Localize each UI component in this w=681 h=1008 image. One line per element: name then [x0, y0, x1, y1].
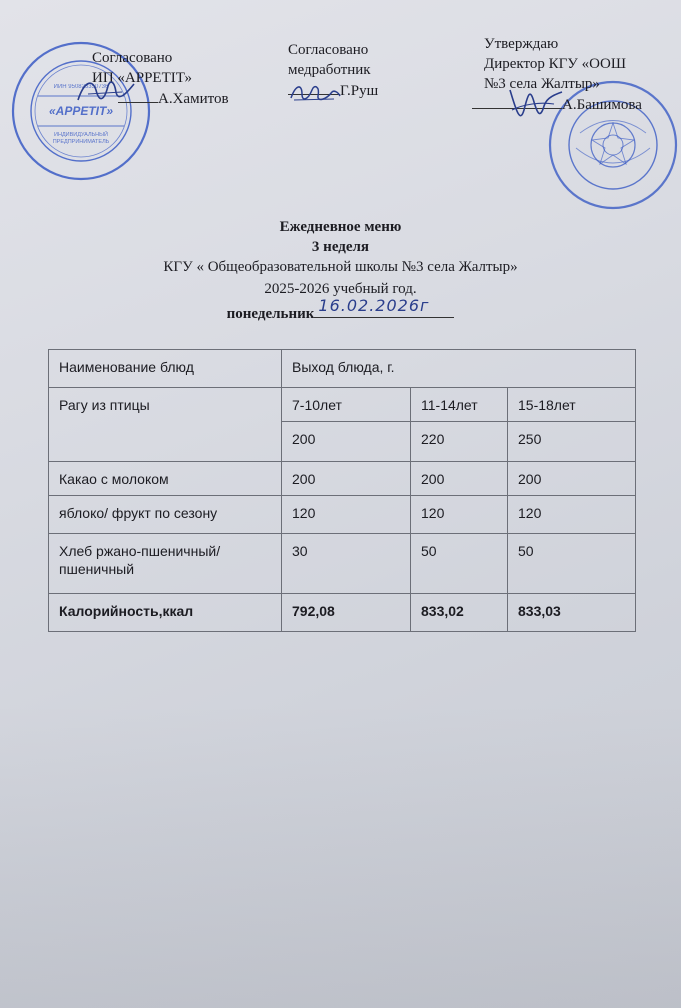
- approval-middle-label: Согласовано: [288, 42, 369, 58]
- table-row: [49, 388, 636, 422]
- calories-value: 792,08: [282, 594, 411, 632]
- age-header: 7-10лет: [282, 388, 411, 422]
- date-underline: [314, 296, 454, 318]
- portion-value: 250: [508, 422, 636, 462]
- approval-left-org: ИП «АРРЕТIТ»: [92, 70, 193, 86]
- approval-right-name: А.Башимова: [562, 97, 642, 113]
- table-row: [49, 462, 636, 496]
- approval-right-school: №3 села Жалтыр»: [484, 76, 600, 92]
- menu-title: Ежедневное меню: [279, 219, 402, 235]
- table-header-row: [49, 350, 636, 388]
- portion-value: 200: [282, 422, 411, 462]
- portion-value: 120: [508, 496, 636, 534]
- dish-name: Рагу из птицы: [49, 388, 282, 462]
- portion-value: 220: [411, 422, 508, 462]
- portion-value: 50: [411, 534, 508, 594]
- calories-value: 833,03: [508, 594, 636, 632]
- approval-middle-name: Г.Руш: [340, 83, 379, 99]
- dish-name: Хлеб ржано-пшеничный/пшеничный: [49, 534, 282, 594]
- portion-value: 30: [282, 534, 411, 594]
- table-total-row: [49, 594, 636, 632]
- svg-text:«АРРЕТIТ»: «АРРЕТIТ»: [48, 104, 114, 118]
- portion-value: 50: [508, 534, 636, 594]
- school-year: 2025-2026 учебный год.: [264, 281, 417, 297]
- handwritten-date: 16.02.2026г: [318, 296, 430, 315]
- calories-value: 833,02: [411, 594, 508, 632]
- day-name: понедельник: [226, 306, 315, 322]
- portion-value: 120: [282, 496, 411, 534]
- approval-right-label: Утверждаю: [484, 36, 559, 52]
- header-output: Выход блюда, г.: [282, 350, 636, 388]
- table-row: [49, 496, 636, 534]
- page-shadow: [0, 700, 681, 1008]
- portion-value: 200: [411, 462, 508, 496]
- week-label: 3 неделя: [311, 239, 370, 255]
- portion-value: 200: [282, 462, 411, 496]
- menu-table: [48, 349, 636, 632]
- dish-name: яблоко/ фрукт по сезону: [49, 496, 282, 534]
- table-row: [49, 534, 636, 594]
- portion-value: 120: [411, 496, 508, 534]
- school-name: КГУ « Общеобразовательной школы №3 села Жалтыр»: [163, 259, 518, 275]
- approval-left-label: Согласовано: [92, 50, 173, 66]
- svg-text:ИИН 950823350736: ИИН 950823350736: [53, 84, 109, 90]
- day-line: [0, 296, 681, 324]
- age-header: 11-14лет: [411, 388, 508, 422]
- approval-left-name: А.Хамитов: [158, 91, 229, 107]
- svg-text:ИНДИВИДУАЛЬНЫЙ: ИНДИВИДУАЛЬНЫЙ: [54, 132, 108, 138]
- svg-text:ПРЕДПРИНИМАТЕЛЬ: ПРЕДПРИНИМАТЕЛЬ: [52, 139, 110, 145]
- dish-name: Какао с молоком: [49, 462, 282, 496]
- calories-label: Калорийность,ккал: [49, 594, 282, 632]
- left-signature: [74, 72, 144, 112]
- header-dish: Наименование блюд: [49, 350, 282, 388]
- portion-value: 200: [508, 462, 636, 496]
- age-header: 15-18лет: [508, 388, 636, 422]
- right-signature: [504, 80, 568, 130]
- middle-signature: [288, 80, 342, 106]
- approval-middle-role: медработник: [288, 62, 371, 78]
- approval-right-role: Директор КГУ «ООШ: [484, 56, 626, 72]
